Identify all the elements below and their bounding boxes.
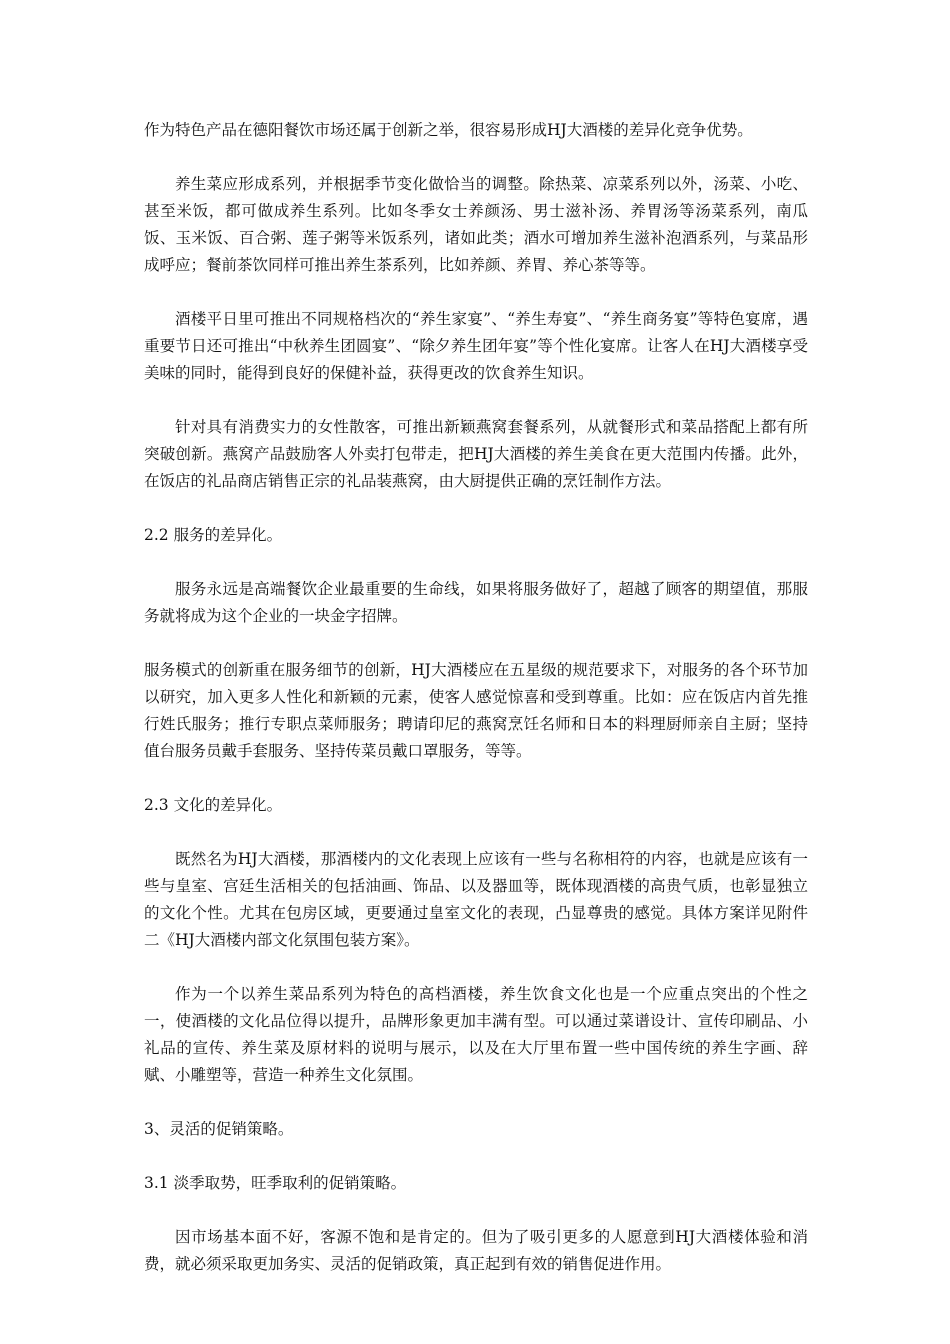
- paragraph: 服务模式的创新重在服务细节的创新，HJ大酒楼应在五星级的规范要求下，对服务的各个环节加以研究，加入更多人性化和新颖的元素，使客人感觉惊喜和受到尊重。比如：应在饭店内首先推行姓氏服务；推行专职点菜师服务；聘请印尼的燕窝烹饪名师和日本的料理厨师亲自主厨；坚持值台服务员戴手套服务、坚持传菜员戴口罩服务，等等。: [144, 661, 808, 760]
- paragraph: 因市场基本面不好，客源不饱和是肯定的。但为了吸引更多的人愿意到HJ大酒楼体验和消费，就必须采取更加务实、灵活的促销政策，真正起到有效的销售促进作用。: [144, 1228, 808, 1273]
- section-heading: 2.3 文化的差异化。: [144, 796, 283, 814]
- section-heading: 2.2 服务的差异化。: [144, 526, 283, 544]
- paragraph: 既然名为HJ大酒楼，那酒楼内的文化表现上应该有一些与名称相符的内容，也就是应该有一些与皇室、宫廷生活相关的包括油画、饰品、以及器皿等，既体现酒楼的高贵气质，也彰显独立的文化个性。尤其在包房区域，更要通过皇室文化的表现，凸显尊贵的感觉。具体方案详见附件二《HJ大酒楼内部文化氛围包装方案》。: [144, 850, 808, 949]
- paragraph: 服务永远是高端餐饮企业最重要的生命线，如果将服务做好了，超越了顾客的期望值，那服务就将成为这个企业的一块金字招牌。: [144, 580, 808, 625]
- paragraph: 针对具有消费实力的女性散客，可推出新颖燕窝套餐系列，从就餐形式和菜品搭配上都有所突破创新。燕窝产品鼓励客人外卖打包带走，把HJ大酒楼的养生美食在更大范围内传播。此外，在饭店的礼品商店销售正宗的礼品装燕窝，由大厨提供正确的烹饪制作方法。: [144, 418, 808, 490]
- paragraph: 作为一个以养生菜品系列为特色的高档酒楼，养生饮食文化也是一个应重点突出的个性之一，使酒楼的文化品位得以提升，品牌形象更加丰满有型。可以通过菜谱设计、宣传印刷品、小礼品的宣传、养生菜及原材料的说明与展示，以及在大厅里布置一些中国传统的养生字画、辞赋、小雕塑等，营造一种养生文化氛围。: [144, 985, 808, 1084]
- paragraph: 养生菜应形成系列，并根据季节变化做恰当的调整。除热菜、凉菜系列以外，汤菜、小吃、甚至米饭，都可做成养生系列。比如冬季女士养颜汤、男士滋补汤、养胃汤等汤菜系列，南瓜饭、玉米饭、百合粥、莲子粥等米饭系列，诸如此类；酒水可增加养生滋补泡酒系列，与菜品形成呼应；餐前茶饮同样可推出养生茶系列，比如养颜、养胃、养心茶等等。: [144, 175, 808, 274]
- paragraph: 作为特色产品在德阳餐饮市场还属于创新之举，很容易形成HJ大酒楼的差异化竞争优势。: [144, 121, 753, 139]
- paragraph: 酒楼平日里可推出不同规格档次的“养生家宴”、“养生寿宴”、“养生商务宴”等特色宴席，遇重要节日还可推出“中秋养生团圆宴”、“除夕养生团年宴”等个性化宴席。让客人在HJ大酒楼享受美味的同时，能得到良好的保健补益，获得更改的饮食养生知识。: [144, 310, 808, 382]
- section-heading: 3、灵活的促销策略。: [144, 1120, 294, 1138]
- document-body: [144, 117, 808, 1305]
- subsection-heading: 3.1 淡季取势，旺季取利的促销策略。: [144, 1174, 407, 1192]
